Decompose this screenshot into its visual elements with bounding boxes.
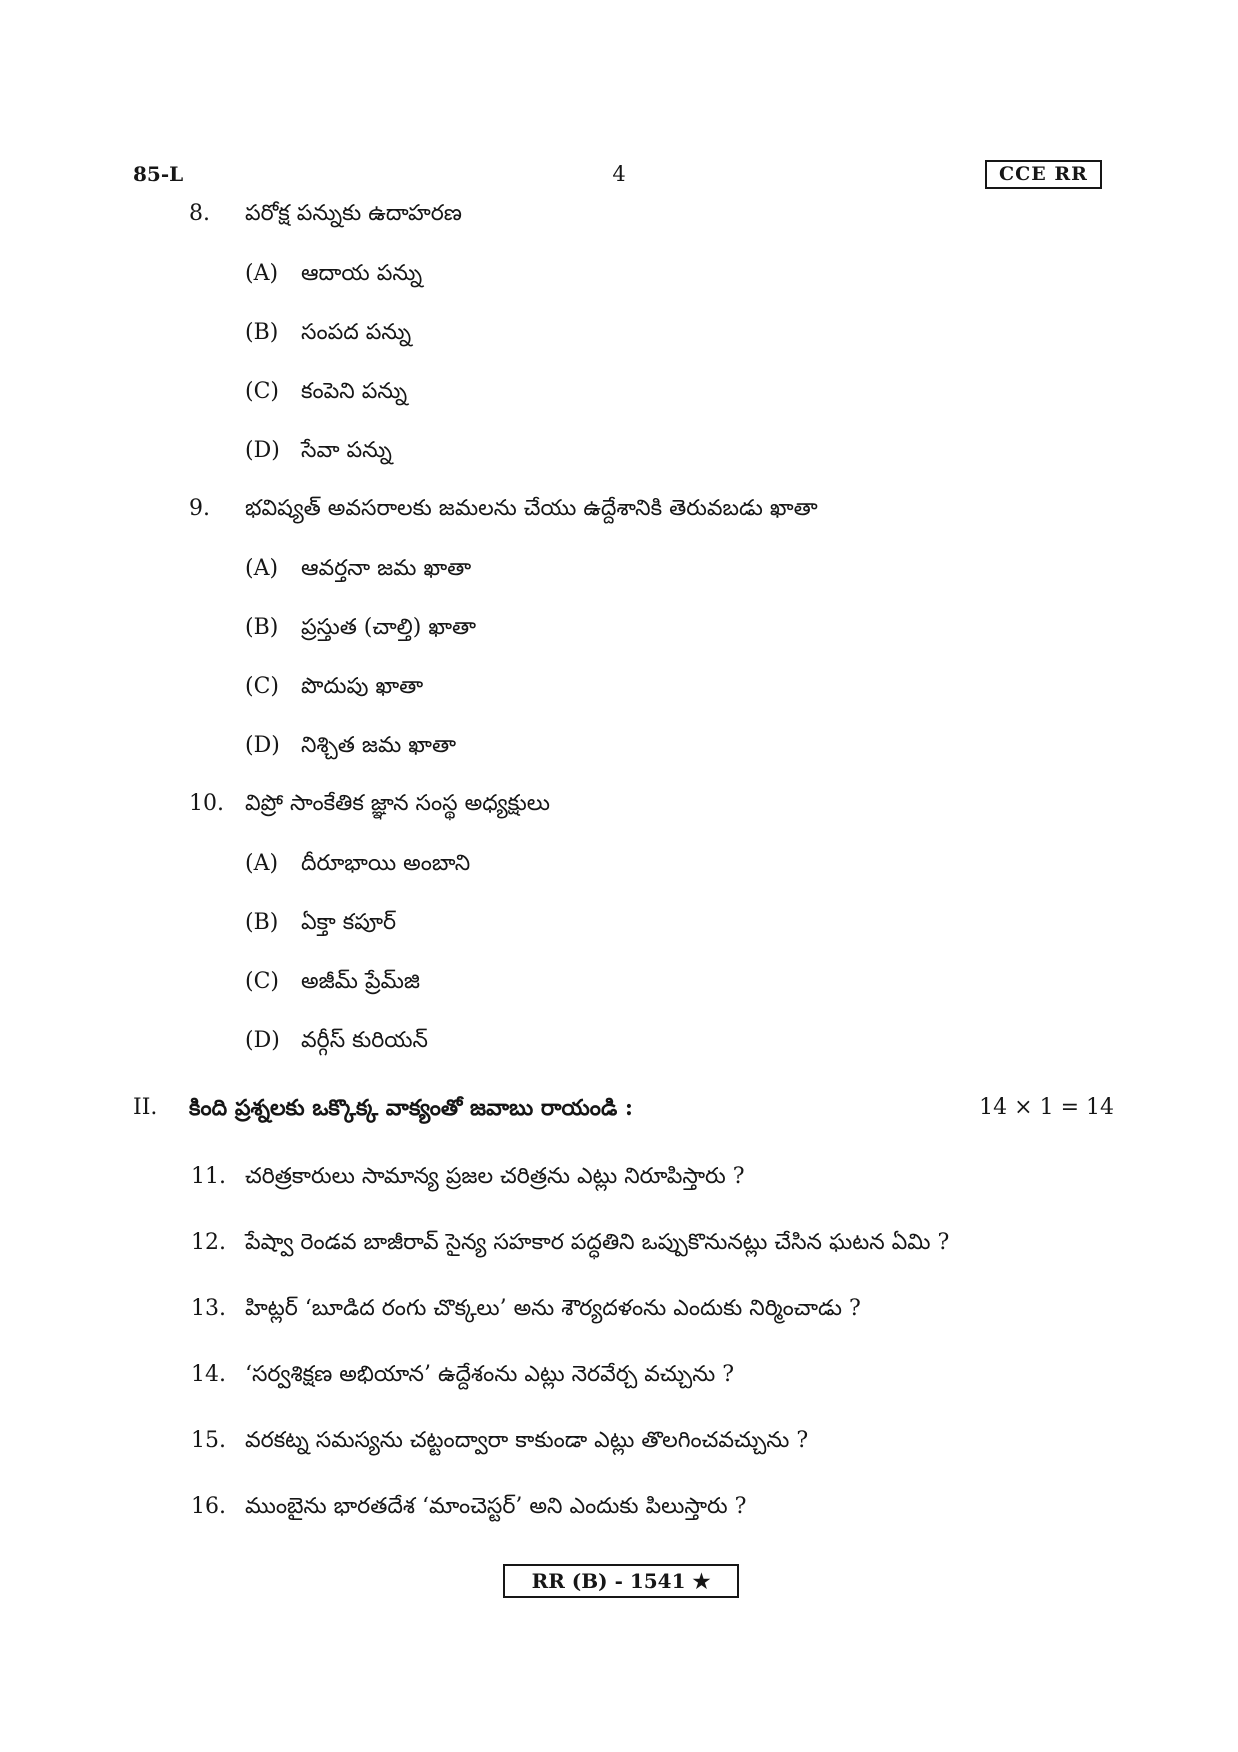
question-text: హిట్లర్ ‘బూడిద రంగు చొక్కలు’ అను శౌర్యదళంను ఎందుకు నిర్మించాడు ?	[245, 1296, 861, 1321]
option-text: సంపద పన్ను	[301, 320, 412, 345]
option-label: (A)	[245, 261, 279, 286]
option-label: (D)	[245, 1028, 280, 1053]
question-number: 8.	[189, 201, 210, 226]
section-marks: 14 × 1 = 14	[979, 1095, 1114, 1120]
question-number: 9.	[189, 496, 210, 521]
question-text: విప్రో సాంకేతిక జ్ఞాన సంస్థ అధ్యక్షులు	[245, 791, 550, 816]
option-text: దీరూభాయి అంబాని	[301, 851, 471, 876]
option-label: (C)	[245, 674, 279, 699]
question-16	[133, 1492, 1114, 1522]
question-text: వరకట్న సమస్యను చట్టంద్వారా కాకుండా ఎట్లు తొలగించవచ్చును ?	[245, 1428, 809, 1453]
question-12	[133, 1228, 1114, 1258]
option-text: కంపెని పన్ను	[301, 379, 408, 404]
option-text: పొదుపు ఖాతా	[301, 674, 424, 699]
option-label: (C)	[245, 969, 279, 994]
question-10-option-a	[133, 849, 1114, 879]
question-8-option-a	[133, 259, 1114, 289]
question-9-option-c	[133, 672, 1114, 702]
series-code-box: CCE RR	[985, 160, 1102, 189]
question-14	[133, 1360, 1114, 1390]
option-text: వర్గీస్ కురియన్	[301, 1028, 429, 1053]
question-text: ‘సర్వశిక్షణ అభియాన’ ఉద్దేశంను ఎట్లు నెరవేర్చ వచ్చును ?	[245, 1362, 735, 1387]
option-text: ఆవర్తనా జమ ఖాతా	[301, 556, 472, 581]
question-8-option-b	[133, 318, 1114, 348]
question-number: 11.	[191, 1164, 226, 1189]
question-number: 12.	[191, 1230, 226, 1255]
option-text: సేవా పన్ను	[301, 438, 392, 463]
page-number: 4	[612, 162, 626, 186]
option-text: ఏక్తా కపూర్	[301, 910, 397, 935]
question-8-option-d	[133, 436, 1114, 466]
option-label: (A)	[245, 556, 279, 581]
question-9	[133, 494, 1114, 524]
question-10	[133, 789, 1114, 819]
question-number: 14.	[191, 1362, 226, 1387]
section-heading	[133, 1093, 1114, 1123]
question-10-option-b	[133, 908, 1114, 938]
question-8	[133, 199, 1114, 229]
section-instruction: కింది ప్రశ్నలకు ఒక్కొక్క వాక్యంతో జవాబు రాయండి :	[189, 1095, 634, 1121]
booklet-code-box: RR (B) - 1541 ★	[503, 1564, 739, 1598]
question-number: 10.	[189, 791, 224, 816]
option-text: ప్రస్తుత (చాల్తి) ఖాతా	[301, 615, 477, 640]
question-text: ముంబైను భారతదేశ ‘మాంచెస్టర్’ అని ఎందుకు పిలుస్తారు ?	[245, 1494, 747, 1519]
question-body	[133, 199, 1114, 1522]
question-15	[133, 1426, 1114, 1456]
option-label: (A)	[245, 851, 279, 876]
question-10-option-d	[133, 1026, 1114, 1056]
question-9-option-d	[133, 731, 1114, 761]
question-number: 15.	[191, 1428, 226, 1453]
option-label: (D)	[245, 438, 280, 463]
question-11	[133, 1162, 1114, 1192]
question-9-option-b	[133, 613, 1114, 643]
question-number: 13.	[191, 1296, 226, 1321]
paper-code: 85-L	[133, 162, 184, 186]
section-number: II.	[133, 1095, 158, 1120]
question-13	[133, 1294, 1114, 1324]
option-label: (B)	[245, 910, 279, 935]
option-label: (B)	[245, 320, 279, 345]
question-number: 16.	[191, 1494, 226, 1519]
question-text: భవిష్యత్ అవసరాలకు జమలను చేయు ఉద్దేశానికి తెరువబడు ఖాతా	[245, 496, 818, 521]
question-10-option-c	[133, 967, 1114, 997]
option-label: (D)	[245, 733, 280, 758]
option-label: (C)	[245, 379, 279, 404]
option-text: నిశ్చిత జమ ఖాతా	[301, 733, 457, 758]
question-9-option-a	[133, 554, 1114, 584]
option-label: (B)	[245, 615, 279, 640]
question-8-option-c	[133, 377, 1114, 407]
option-text: ఆదాయ పన్ను	[301, 261, 423, 286]
option-text: అజీమ్ ప్రేమ్‌జి	[301, 969, 420, 994]
question-text: చరిత్రకారులు సామాన్య ప్రజల చరిత్రను ఎట్లు నిరూపిస్తారు ?	[245, 1164, 745, 1189]
question-text: పరోక్ష పన్నుకు ఉదాహరణ	[245, 201, 462, 226]
question-text: పేష్వా రెండవ బాజీరావ్ సైన్య సహకార పద్ధతిని ఒప్పుకొనునట్లు చేసిన ఘటన ఏమి ?	[245, 1230, 950, 1255]
